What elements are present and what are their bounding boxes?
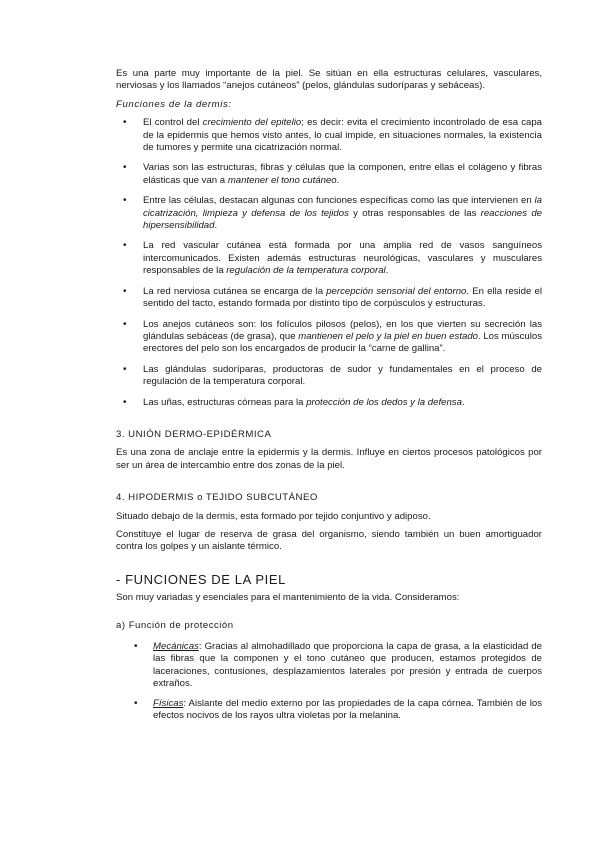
item-emphasis: la cicatrización, limpieza y defensa de los tejidos (143, 195, 542, 219)
skin-functions-paragraph: Son muy variadas y esenciales para el mantenimiento de la vida. Consideramos: (116, 592, 460, 604)
section-4-paragraph-2: Constituye el lugar de reserva de grasa del organismo, siendo también un buen amortiguador contra los golpes y un aislante térmico. (116, 528, 542, 553)
item-label: Mecánicas (153, 641, 199, 652)
section-4-title: 4. HIPODERMIS o TEJIDO SUBCUTÁNEO (116, 492, 318, 504)
item-text: . En ella reside el sentido del tacto, estando formada por distinto tipo de corpúsculos y estructuras. (143, 285, 542, 310)
item-text: . (385, 265, 389, 277)
intro-paragraph: Es una parte muy importante de la piel. Se sitúan en ella estructuras celulares, vasculares, nerviosas y los llamados “anejos cutáneos” (pelos, glándulas sudoríparas y sebáceas). (116, 68, 542, 92)
dermis-functions-list (116, 117, 542, 409)
bullet-icon: • (134, 641, 138, 652)
item-text: El control del (143, 117, 203, 129)
list-item (116, 364, 542, 389)
item-text: Entre las células, destacan algunas con funciones específicas como las que intervienen en (143, 195, 535, 207)
list-item (116, 286, 542, 311)
item-emphasis: protección de los dedos y la defensa (306, 396, 462, 408)
item-text: . (461, 396, 465, 408)
item-text: . (336, 174, 340, 186)
dermis-functions-heading: Funciones de la dermis: (116, 98, 232, 110)
section-3-title: 3. UNIÓN DERMO-EPIDÉRMICA (116, 428, 272, 440)
item-text: Las uñas, estructuras córneas para la (143, 396, 307, 408)
item-text: : Gracias al almohadillado que proporciona la capa de grasa, a la elasticidad de las fibras que la componen y el tono cutáneo que producen, estamos protegidos de laceraciones, contusiones, desplazamientos laterales por presión y entrada de cuerpos extraños. (153, 641, 542, 690)
item-text: ; es decir: evita el crecimiento incontrolado de esa capa de la epidermis que hemos visto antes, lo cual impide, en situaciones normales, la existencia de tumores y permite una cicatrización normal. (143, 117, 542, 154)
list-item (116, 319, 542, 356)
item-emphasis: crecimiento del epitelio (202, 117, 302, 129)
bullet-icon: • (123, 363, 127, 375)
skin-functions-title: - FUNCIONES DE LA PIEL (116, 571, 286, 587)
item-emphasis: percepción sensorial del entorno (326, 285, 467, 297)
item-emphasis: mantener el tono cutáneo (227, 174, 337, 186)
item-text: Las glándulas sudoríparas, productoras de sudor y fundamentales en el proceso de regulación de la temperatura corporal. (143, 363, 542, 388)
bullet-icon: • (123, 117, 127, 129)
list-item (116, 162, 542, 187)
bullet-icon: • (123, 318, 127, 330)
list-item (116, 698, 542, 723)
list-item (116, 397, 542, 409)
list-item (116, 117, 542, 154)
item-text: . (214, 220, 218, 232)
protection-list (116, 641, 542, 722)
bullet-icon: • (123, 195, 127, 207)
item-emphasis: mantienen el pelo y la piel en buen estado (298, 330, 478, 342)
bullet-icon: • (123, 240, 127, 252)
section-4-paragraph-1: Situado debajo de la dermis, esta formado por tejido conjuntivo y adiposo. (116, 510, 431, 522)
item-emphasis: reacciones de hipersensibilidad (143, 207, 542, 232)
bullet-icon: • (134, 697, 138, 709)
item-emphasis: regulación de la temperatura corporal (226, 265, 386, 277)
list-item (116, 195, 542, 232)
bullet-icon: • (123, 285, 127, 297)
protection-function-title: a) Función de protección (116, 619, 234, 631)
item-text: . Los músculos erectores del pelo son los encargados de producir la “carne de gallina”. (143, 330, 542, 355)
item-text: y otras responsables de las (348, 207, 481, 219)
item-label: Físicas (153, 697, 184, 709)
item-text: Los anejos cutáneos son: los folículos pilosos (pelos), en los que vierten su secreción las glándulas sebáceas (de grasa), que (143, 318, 542, 342)
section-3-paragraph: Es una zona de anclaje entre la epidermis y la dermis. Influye en ciertos procesos patológicos por ser un área de intercambio entre dos zonas de la piel. (116, 447, 542, 471)
item-text: : Aislante del medio externo por las propiedades de la capa córnea. También de los efectos nocivos de los rayos ultra violetas por la melanina. (153, 697, 542, 722)
list-item (116, 240, 542, 277)
item-text: Varias son las estructuras, fibras y células que la componen, entre ellas el colágeno y fibras elásticas que van a (143, 162, 542, 186)
list-item (116, 641, 542, 691)
item-text: La red vascular cutánea está formada por una amplia red de vasos sanguíneos intercomunicados. Existen además estructuras neurológicas, vasculares y musculares responsables de la (143, 240, 542, 277)
bullet-icon: • (123, 396, 127, 408)
document-page (116, 68, 542, 729)
item-text: La red nerviosa cutánea se encarga de la (143, 285, 327, 297)
bullet-icon: • (123, 162, 127, 174)
